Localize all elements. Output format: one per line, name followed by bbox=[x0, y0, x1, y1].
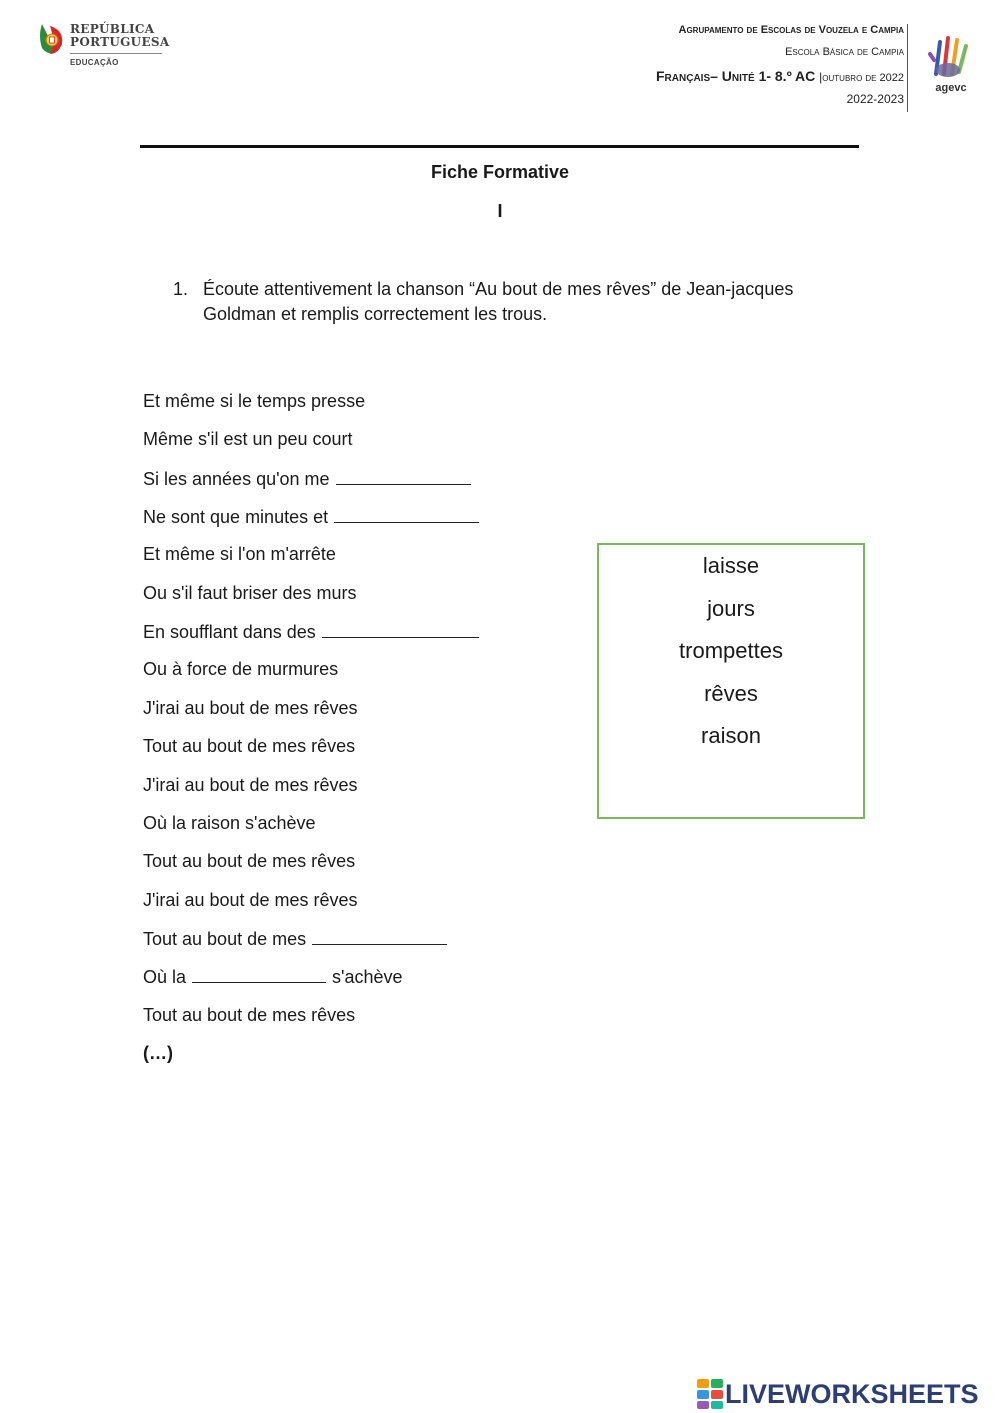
lyric-line bbox=[143, 429, 353, 450]
lyric-text: Tout au bout de mes rêves bbox=[143, 736, 356, 757]
agevc-logo bbox=[926, 34, 976, 98]
word-bank-item: jours bbox=[707, 595, 755, 621]
course-month: outubro de 2022 bbox=[822, 72, 904, 84]
lyric-line bbox=[143, 468, 471, 490]
lyric-text-after: s'achève bbox=[332, 967, 403, 988]
lyric-text: Où la raison s'achève bbox=[143, 812, 316, 833]
coat-of-arms-icon bbox=[36, 22, 66, 58]
course-separator: | bbox=[819, 70, 823, 84]
header-rule bbox=[140, 145, 859, 148]
lyric-text: Ou à force de murmures bbox=[143, 659, 339, 680]
course-name: Français– Unité 1- 8.º AC bbox=[656, 68, 816, 84]
lyric-line bbox=[143, 890, 358, 911]
republica-line-2: PORTUGUESA bbox=[70, 35, 170, 49]
header-divider bbox=[907, 24, 908, 112]
lyric-text: J'irai au bout de mes rêves bbox=[143, 774, 358, 795]
fill-in-blank[interactable] bbox=[336, 468, 471, 485]
lyric-text: Ou s'il faut briser des murs bbox=[143, 582, 357, 603]
word-bank-item: laisse bbox=[702, 553, 760, 578]
lyric-text: Même s'il est un peu court bbox=[143, 429, 353, 450]
fill-in-blank[interactable] bbox=[312, 928, 447, 945]
school-group-name: Agrupamento de Escolas de Vouzela e Campia bbox=[678, 24, 904, 36]
fill-in-blank[interactable] bbox=[322, 621, 479, 638]
lyric-line bbox=[143, 813, 316, 834]
lyric-text: Où la bbox=[143, 967, 187, 988]
lyric-text: (…) bbox=[143, 1042, 173, 1063]
lyric-text: J'irai au bout de mes rêves bbox=[143, 697, 358, 718]
republica-portuguesa-logo bbox=[36, 20, 176, 72]
lyric-line bbox=[143, 966, 403, 988]
lyric-text: Tout au bout de mes bbox=[143, 928, 307, 949]
word-bank-item: raison bbox=[701, 723, 761, 748]
lyric-text: Tout au bout de mes rêves bbox=[143, 1004, 356, 1025]
lyric-line bbox=[143, 775, 358, 796]
school-name: Escola Básica de Campia bbox=[785, 46, 904, 58]
lyric-line bbox=[143, 1005, 355, 1026]
lyric-text: J'irai au bout de mes rêves bbox=[143, 889, 358, 910]
lyric-text: En soufflant dans des bbox=[143, 622, 316, 643]
fill-in-blank[interactable] bbox=[334, 506, 479, 523]
lyric-line bbox=[143, 736, 355, 757]
lyric-line bbox=[143, 928, 447, 950]
lyric-line bbox=[143, 583, 357, 604]
lyric-line bbox=[143, 659, 338, 680]
instruction-number: 1. bbox=[173, 279, 189, 299]
lyric-line bbox=[143, 1043, 173, 1064]
word-bank-item: trompettes bbox=[679, 638, 783, 663]
liveworksheets-brand: LIVEWORKSHEETS bbox=[725, 1379, 979, 1409]
instruction-text: Écoute attentivement la chanson “Au bout de mes rêves” de Jean-jacques Goldman et remplis correctement les trous. bbox=[203, 279, 794, 324]
lyric-text: Tout au bout de mes rêves bbox=[143, 851, 356, 872]
lyric-text: Et même si l'on m'arrête bbox=[143, 544, 336, 565]
school-year: 2022-2023 bbox=[846, 92, 904, 106]
page-title: Fiche Formative bbox=[430, 162, 570, 182]
word-bank-item: rêves bbox=[704, 680, 758, 706]
section-numeral: I bbox=[497, 201, 503, 221]
lyric-line bbox=[143, 621, 479, 643]
lyric-line bbox=[143, 506, 479, 528]
lyric-line bbox=[143, 851, 355, 872]
lyric-text: Et même si le temps presse bbox=[143, 391, 366, 411]
hand-prints-icon bbox=[926, 34, 976, 80]
agevc-label: agevc bbox=[935, 82, 967, 94]
lyric-line bbox=[143, 698, 358, 719]
logo-divider bbox=[70, 53, 162, 54]
ministry-label: EDUCAÇÃO bbox=[70, 58, 119, 67]
lyric-text: Ne sont que minutes et bbox=[143, 507, 329, 528]
lyric-line bbox=[143, 544, 336, 565]
course-line bbox=[656, 68, 904, 84]
republica-line-1: REPÚBLICA bbox=[70, 22, 155, 36]
lyric-text: Si les années qu'on me bbox=[143, 468, 330, 489]
fill-in-blank[interactable] bbox=[192, 966, 326, 983]
word-bank bbox=[597, 543, 865, 819]
liveworksheets-icon bbox=[697, 1379, 723, 1409]
lyric-line bbox=[143, 391, 365, 412]
